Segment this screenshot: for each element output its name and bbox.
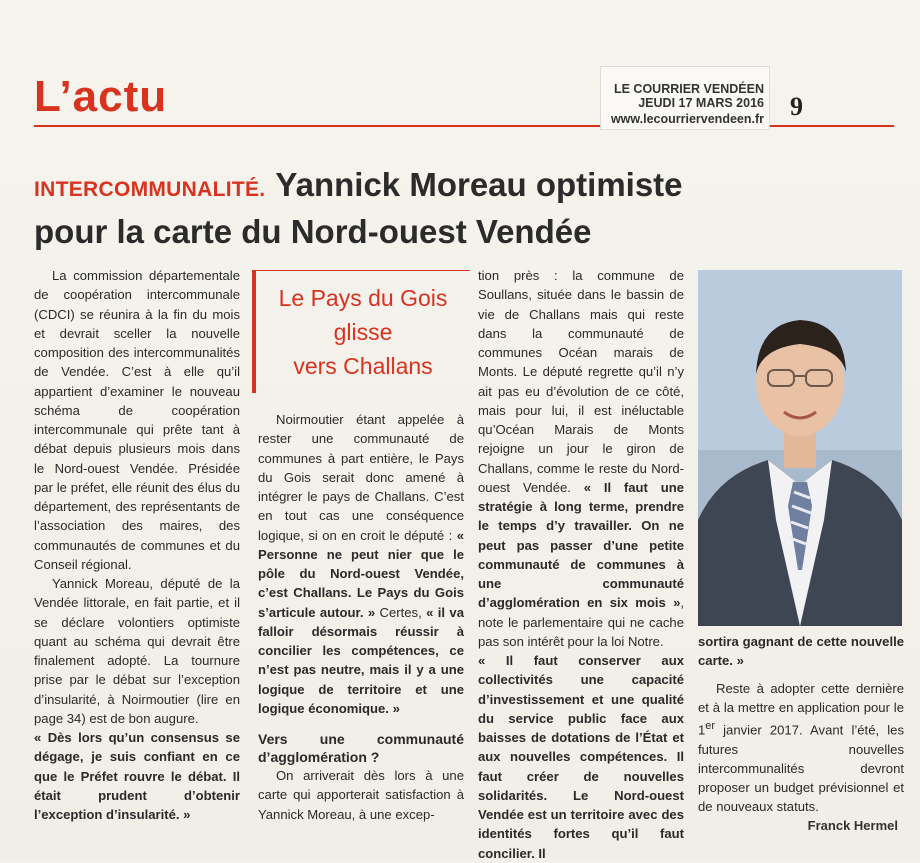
paragraph-text: Yannick Moreau, député de la Vendée littorale, en fait partie, et il se déclare volontiers optimiste quant au schéma qui devrait être finalement adopté. La tournure prise par le débat sur l’exception d’insularité, à Noirmoutier (lire en page 34) est de bon augure. xyxy=(34,576,240,726)
headline-line1: Yannick Moreau optimiste xyxy=(275,166,683,203)
headline xyxy=(34,165,894,252)
article-column-4 xyxy=(698,632,904,817)
quote: « il va falloir désormais réussir à concilier les compétences, ce n’est pas neutre, mais il y a une logique de territoire et une logique économique. » xyxy=(258,604,464,716)
boxed-subtitle-line: glisse xyxy=(333,319,393,345)
paragraph: La commission départementale de coopération intercommunale (CDCI) se réunira à la fin du mois et devrait sceller la nouvelle composition des intercommunalités de Vendée. C’est à elle qu’il appartient d’examiner le nouveau schéma de coopération intercommunale qui prête tant à débat depuis plusieurs mois dans le Nord-ouest Vendée. Présidée par le préfet, elle réunit des élus du département, des représentants de l’association des maires, des communautés de communes et du Conseil régional. xyxy=(34,268,240,572)
article-column-2 xyxy=(258,410,464,824)
paragraph: On arriverait dès lors à une carte qui apporterait satisfaction à Yannick Moreau, à une excep- xyxy=(258,768,464,822)
boxed-subtitle xyxy=(252,270,470,393)
boxed-subtitle-text xyxy=(256,281,470,383)
paragraph-text: Certes, xyxy=(375,604,427,620)
portrait-photo xyxy=(698,270,902,626)
paragraph xyxy=(34,574,240,824)
masthead-site: www.lecourriervendeen.fr xyxy=(610,112,764,126)
paragraph-text: Noirmoutier étant appelée à rester une communauté de communes à part entière, le Pays du Gois serait donc amené à intégrer le pays de Challans. C’est en tout cas une conséquence logique, si on en croit le député : xyxy=(258,412,464,543)
boxed-subtitle-line: vers Challans xyxy=(293,353,433,379)
headline-kicker: INTERCOMMUNALITÉ. xyxy=(34,178,266,201)
masthead-date: JEUDI 17 MARS 2016 xyxy=(638,96,764,110)
superscript: er xyxy=(705,720,715,732)
paragraph xyxy=(478,266,684,651)
paragraph-text: janvier 2017. Avant l’été, les futures nouvelles intercommunalités devront proposer un budget prévisionnel et de nouveaux statuts. xyxy=(698,722,904,815)
author-signature: Franck Hermel xyxy=(807,818,898,833)
section-title: L’actu xyxy=(34,72,168,121)
paragraph-text: tion près : la commune de Soullans, située dans le bassin de vie de Challans mais qui reste dans la communauté de communes Océan marais de Monts. Le député regrette qu’il n’y ait pas eu d’évolution de ce côté, mais pour lui, il est inéluctable qu’Océan Marais de Monts rejoigne un jour le giron de Challans, comme le reste du Nord-ouest Vendée. xyxy=(478,268,684,495)
subheading: Vers une communauté d’agglomération ? xyxy=(258,731,464,765)
quote: « Il faut une stratégie à long terme, prendre le temps d’y travailler. On ne peut pas passer d’une petite communauté de communes à une communauté d’agglomération en six mois » xyxy=(478,479,684,611)
headline-line2: pour la carte du Nord-ouest Vendée xyxy=(34,213,592,250)
masthead-paper: LE COURRIER VENDÉEN xyxy=(613,82,764,96)
quote: « Dès lors qu’un consensus se dégage, je suis confiant en ce que le Préfet rouvre le débat. Il était prudent d’obtenir l’exception d’insularité. » xyxy=(34,730,240,822)
paragraph-text: , note le parlementaire qui ne cache pas son intérêt pour la loi Notre. xyxy=(478,595,684,649)
paragraph xyxy=(258,410,464,718)
paragraph-text: Reste à adopter cette dernière et à la mettre en application pour le 1 xyxy=(698,680,904,738)
paragraph xyxy=(698,679,904,817)
quote: sortira gagnant de cette nouvelle carte. » xyxy=(698,634,904,669)
page-number: 9 xyxy=(790,92,803,121)
boxed-subtitle-line: Le Pays du Gois xyxy=(278,285,448,311)
quote: « Il faut conserver aux collectivités une capacité d’investissement et une qualité du service public face aux baisses de dotations de l’État et aux nouvelles compétences. Il faut créer de nouvelles solidarités. Le Nord-ouest Vendée est un territoire avec des identités fortes qu’il faut concilier. Il xyxy=(478,653,684,861)
article-column-1 xyxy=(34,266,240,824)
quote: « Personne ne peut nier que le pôle du Nord-ouest Vendée, c’est Challans. Le Pays du Gois s’articule autour. » xyxy=(258,527,465,620)
portrait-illustration xyxy=(698,270,902,626)
article-column-3 xyxy=(478,266,684,863)
